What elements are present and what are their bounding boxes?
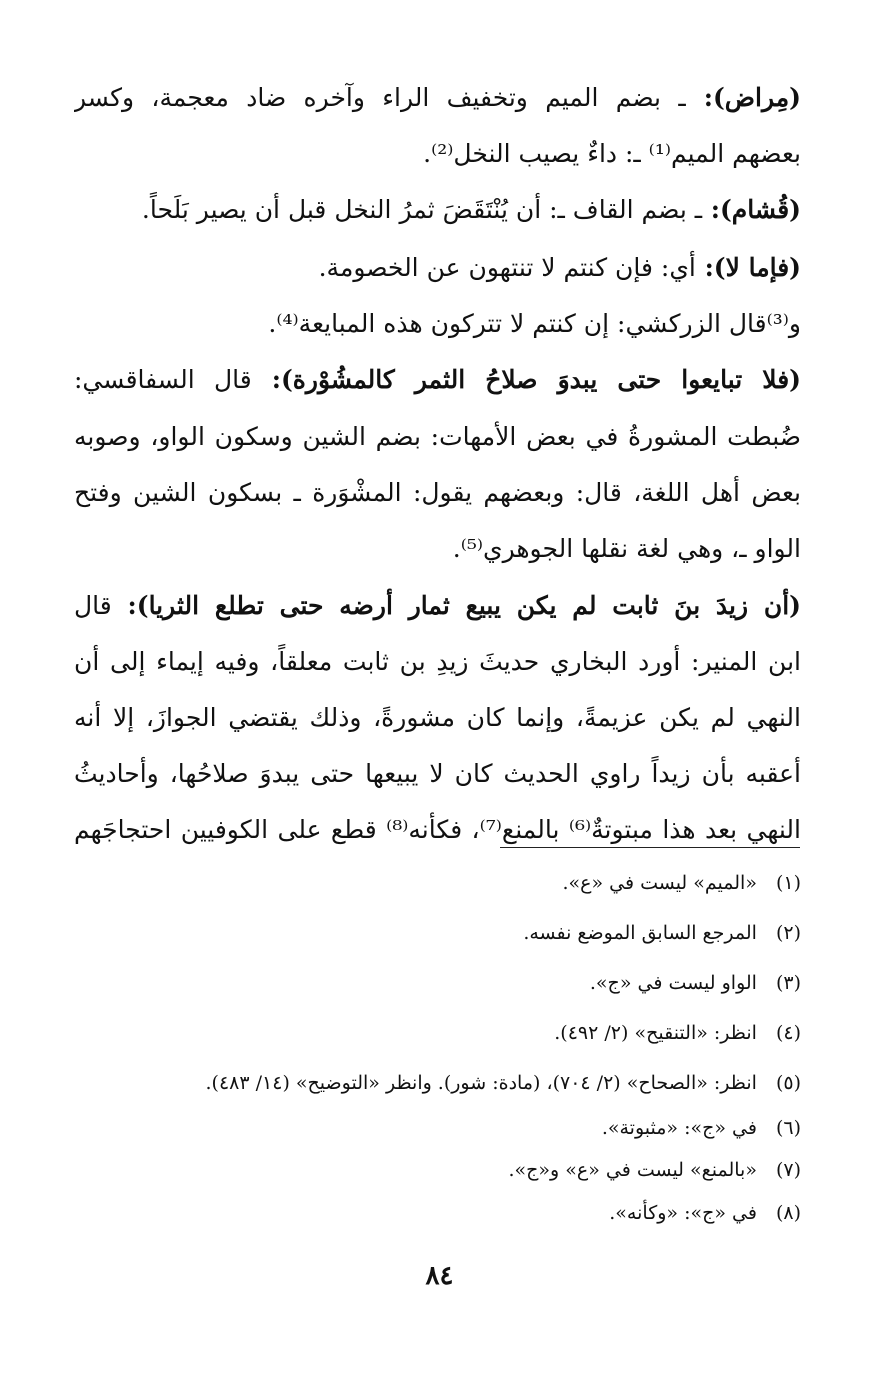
line-text: ـ بضم القاف ـ: أن يُنْتَقَضَ ثمرُ النخل قبل أن يصير بَلَحاً.	[141, 195, 703, 224]
footnote-text: انظر: «الصحاح» (٢/ ٧٠٤)، (مادة: شور). وانظر «التوضيح» (١٤/ ٤٨٣).	[205, 1072, 757, 1094]
footnote-6	[71, 1111, 801, 1145]
footnote-text: انظر: «التنقيح» (٢/ ٤٩٢).	[554, 1022, 757, 1044]
line-text: أعقبه بأن زيداً راوي الحديث كان لا يبيعها حتى يبدوَ صلاحُها، وأحاديثُ	[74, 759, 801, 788]
footnote-number: (٧)	[775, 1159, 801, 1181]
body-line-2	[74, 126, 801, 182]
footnote-number: (٤)	[775, 1022, 801, 1044]
body-line-10	[74, 578, 801, 634]
body-line-3	[74, 182, 801, 238]
body-line-12	[74, 690, 801, 746]
body-line-9	[74, 521, 801, 577]
body-line-6	[74, 352, 801, 408]
body-line-4	[74, 240, 801, 296]
term-heading: (مِراض):	[685, 83, 801, 112]
footnote-number: (٢)	[775, 922, 801, 944]
line-text: النهي لم يكن عزيمةً، وإنما كان مشورةً، وذلك يقتضي الجوازَ، إلا أنه	[74, 703, 801, 732]
footnote-text: في «ج»: «مثبوتة».	[601, 1117, 757, 1139]
body-line-7	[74, 409, 801, 465]
term-heading: (قُشام):	[702, 195, 801, 224]
body-line-11	[74, 634, 801, 690]
footnote-text: المرجع السابق الموضع نفسه.	[523, 922, 757, 944]
page-number: ٨٤	[425, 1261, 454, 1291]
term-heading: (فإما لا):	[695, 253, 801, 282]
body-line-13	[74, 746, 801, 802]
footnote-number: (١)	[775, 872, 801, 894]
footnote-number: (٥)	[775, 1072, 801, 1094]
footnote-divider	[500, 847, 800, 848]
footnote-number: (٦)	[775, 1117, 801, 1139]
footnote-2	[71, 916, 801, 950]
footnote-number: (٨)	[775, 1202, 801, 1224]
footnote-number: (٣)	[775, 972, 801, 994]
line-text: الواو ـ، وهي لغة نقلها الجوهري⁽⁵⁾.	[452, 534, 801, 563]
line-text: بعضهم الميم⁽¹⁾ ـ: داءٌ يصيب النخل⁽²⁾.	[423, 139, 801, 168]
line-text: أي: فإن كنتم لا تنتهون عن الخصومة.	[318, 253, 696, 282]
body-line-1	[74, 70, 801, 126]
footnote-text: «بالمنع» ليست في «ع» و«ج».	[508, 1159, 757, 1181]
footnote-7	[71, 1153, 801, 1187]
footnote-1	[71, 866, 801, 900]
footnote-text: الواو ليست في «ج».	[589, 972, 757, 994]
body-line-8	[74, 465, 801, 521]
line-text: قال السفاقسي:	[74, 365, 252, 394]
line-text: و⁽³⁾قال الزركشي: إن كنتم لا تتركون هذه المبايعة⁽⁴⁾.	[268, 309, 801, 338]
line-text: قال	[74, 591, 112, 620]
footnote-8	[71, 1196, 801, 1230]
footnote-text: «الميم» ليست في «ع».	[562, 872, 757, 894]
body-line-14	[74, 802, 801, 858]
line-text: النهي بعد هذا مبتوتةٌ⁽⁶⁾ بالمنع⁽⁷⁾، فكأنه⁽⁸⁾ قطع على الكوفيين احتجاجَهم	[74, 815, 801, 844]
body-line-5	[74, 296, 801, 352]
term-heading: (أن زيدَ بنَ ثابت لم يكن يبيع ثمار أرضه حتى تطلع الثريا):	[111, 591, 801, 620]
line-text: ابن المنير: أورد البخاري حديثَ زيدِ بن ثابت معلقاً، وفيه إيماء إلى أن	[74, 647, 801, 676]
footnote-4	[71, 1016, 801, 1050]
line-text: بعض أهل اللغة، قال: وبعضهم يقول: المشْوَرة ـ بسكون الشين وفتح	[74, 478, 801, 507]
footnote-text: في «ج»: «وكأنه».	[609, 1202, 757, 1224]
footnote-5	[71, 1066, 801, 1100]
line-text: ضُبطت المشورةُ في بعض الأمهات: بضم الشين وسكون الواو، وصوبه	[74, 422, 801, 451]
term-heading: (فلا تبايعوا حتى يبدوَ صلاحُ الثمر كالمشُوْرة):	[251, 365, 801, 394]
footnote-3	[71, 966, 801, 1000]
line-text: ـ بضم الميم وتخفيف الراء وآخره ضاد معجمة، وكسر	[74, 83, 686, 112]
